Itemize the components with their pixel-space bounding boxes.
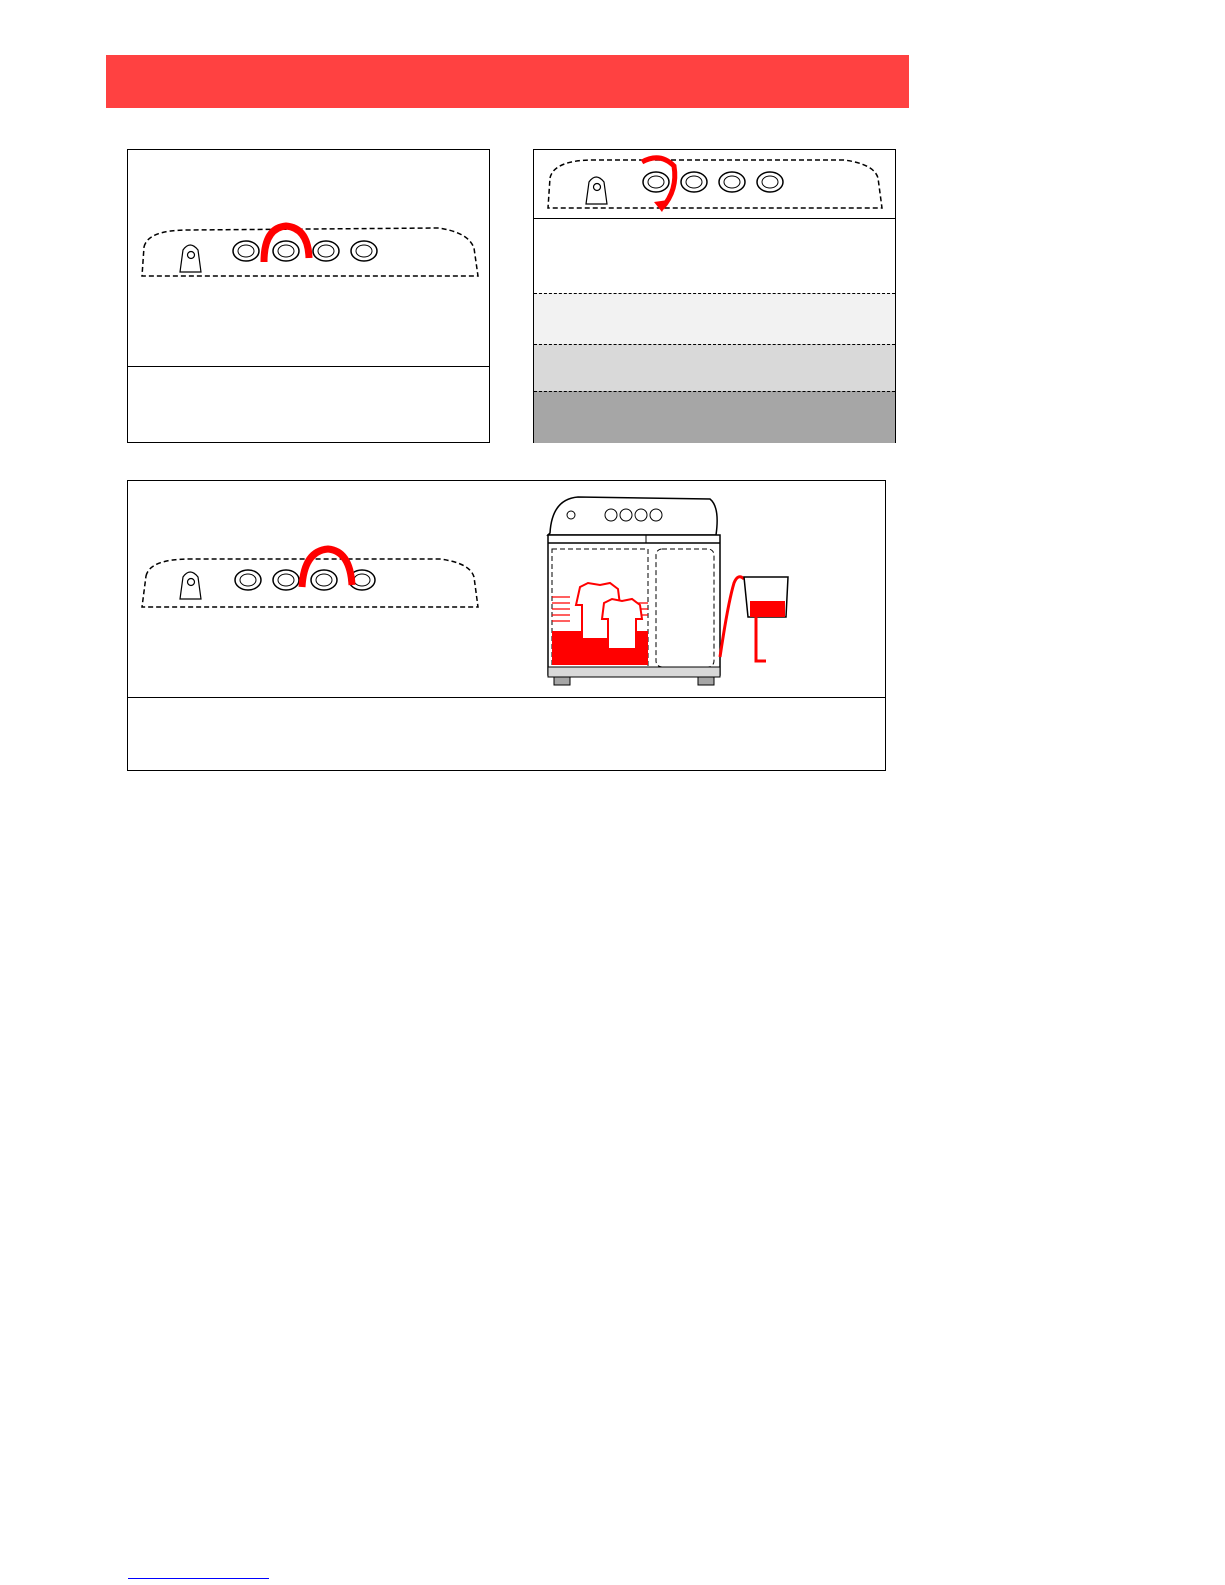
dial-knob-icon: [273, 241, 299, 261]
dial-knob-icon: [351, 241, 377, 261]
control-panel-illustration: [128, 150, 491, 444]
footer-link-underline[interactable]: [128, 1578, 269, 1579]
dial-knob-icon: [233, 241, 259, 261]
panel-b: [533, 149, 896, 443]
panel-divider: [534, 218, 895, 219]
panel-divider: [128, 697, 885, 698]
setting-band-light: [534, 293, 895, 344]
panel-c: [127, 480, 886, 771]
control-panel-illustration: [534, 150, 897, 220]
shirt-icon: [602, 599, 642, 649]
dial-knob-icon: [273, 570, 299, 590]
header-bar: [106, 55, 909, 108]
dial-knob-icon: [643, 172, 669, 192]
dial-knob-icon: [681, 172, 707, 192]
dial-knob-icon: [235, 570, 261, 590]
setting-band-dark: [534, 391, 895, 443]
power-knob-icon: [180, 245, 201, 272]
dial-knob-icon: [313, 241, 339, 261]
dial-knob-icon: [311, 570, 337, 590]
power-knob-icon: [180, 572, 201, 599]
turn-arrow-icon: [642, 158, 675, 208]
drain-hose-icon: [720, 577, 744, 657]
turn-arrow-icon: [302, 549, 352, 587]
setting-band-medium: [534, 344, 895, 391]
dial-knob-icon: [757, 172, 783, 192]
panel-divider: [128, 366, 489, 367]
power-knob-icon: [586, 177, 607, 204]
panel-a: [127, 149, 490, 443]
control-panel-illustration: [128, 481, 528, 681]
twin-tub-washing-machine-illustration: [538, 493, 838, 703]
dial-knob-icon: [719, 172, 745, 192]
